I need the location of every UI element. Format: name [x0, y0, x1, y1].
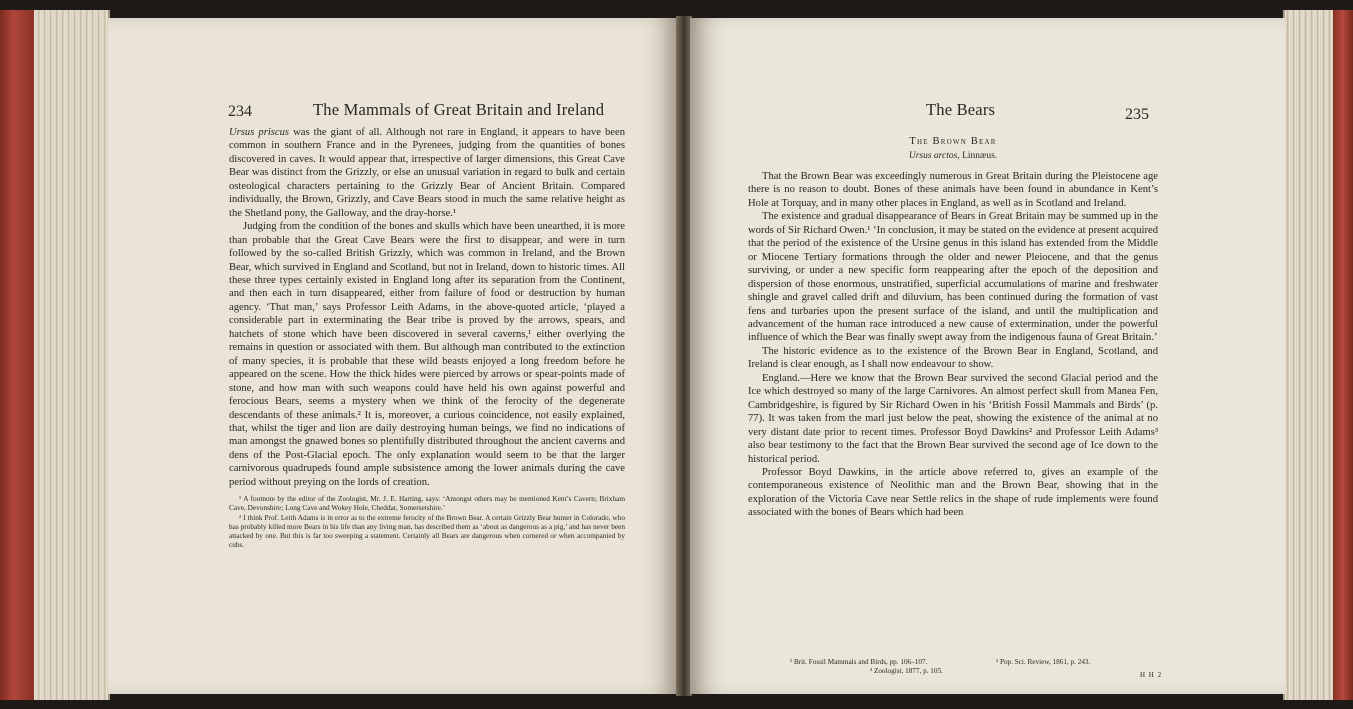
right-paragraph-3: The historic evidence as to the existence of the Brown Bear in England, Scotland, and Ireland is clear enough, as I shall now endeavour to show.	[748, 345, 1158, 371]
left-paragraph-1: Ursus priscus was the giant of all. Although not rare in England, it appears to have been common in southern France and in the Pyrenees, judging from the quantities of bones discovered in caves. It would appear that, irrespective of larger dimensions, this Great Cave Bear was distinct from the Grizzly, or else an unusual variation in regard to bulk and certain osteological characters pertaining to the Grizzly Bear of Ancient Britain. Compared individually, the Brown, Grizzly, and Cave Bears stood in much the same relative height as the Shetland pony, the Galloway, and the dray-horse.¹	[229, 127, 625, 219]
right-paragraph-2: The existence and gradual disappearance of Bears in Great Britain may be summed up in the words of Sir Richard Owen.¹ ‘In conclusion, it may be stated on the evidence at present acquired that the period of the existence of the Ursine genus in this island has extended from the Middle or Miocene Tertiary formations through the older and newer Pleiocene, and that the genus surviving, or under a new specific form reappearing after the epoch of the deposition and dispersion of those enormous, unstratified, superficial accumulations of marine and freshwater shingle and gravel called drift and diluvium, has been continued during the formation of vast fens and turbaries upon the present surface of the island, and until the multiplication and advancement of the human race introduced a new cause of extermination, under the powerful influence of which the Bear was finally swept away from the indigenous fauna of Great Britain.’	[748, 211, 1158, 344]
left-footnote-1: ¹ A footnote by the editor of the Zoologist, Mr. J. E. Harting, says: ‘Amongst others may be mentioned Kent’s Cavern; Brixham Cave, Devonshire; Long Cave and Wokey Hole, Cheddar, Somersetshire.’	[229, 494, 625, 513]
right-paragraph-1: That the Brown Bear was exceedingly numerous in Great Britain during the Pleistocene age there is no reason to doubt. Bones of these animals have been found in abundance in Kent’s Hole at Torquay, and in many other places in England, as well as in Scotland and Ireland.	[748, 171, 1158, 209]
left-paragraph-2: Judging from the condition of the bones and skulls which have been unearthed, it is more than probable that the Great Cave Bears were the first to disappear, and were in turn followed by the so-called British Grizzly, which was common in Ireland, and the Brown Bear, which survived in England and Scotland, but not in Ireland, down to historic times. All these three types certainly existed in England long after its separation from the Continent, and then each in turn disappeared, either from failure of food or destruction by human agency. ‘That man,’ says Professor Leith Adams, in the above-quoted article, ‘played a considerable part in exterminating the Bear tribe is proved by the arrows, spears, and hatchets of stone which have been discovered in several caverns,¹ either overlying the remains in question or associated with them. But although man contributed to the extinction of many species, it is probable that these wild beasts enjoyed a long freedom before he appeared on the scene. How the thick hides were pierced by arrows or spear-points made of stone, and how man with such weapons could have held his own against powerful and ferocious Bears, seems a mystery when we think of the ferocity of the degenerate descendants of these animals.² It is, moreover, a curious coincidence, not easily explained, that, whilst the tiger and lion are daily destroying human beings, we find no indications of man amongst the gnawed bones so plentifully distributed throughout the ancient caverns and dens of the Post-Glacial epoch. The only explanation would seem to be that the larger carnivorous quadrupeds found ample subsistence among the lower animals during the cave period without preying on the lords of creation.	[229, 221, 625, 488]
left-page-edges	[0, 10, 110, 700]
right-footnote-1: ¹ Brit. Fossil Mammals and Birds, pp. 106–107.	[790, 658, 928, 666]
right-body	[748, 170, 1158, 520]
left-page-number: 234	[228, 103, 252, 120]
left-running-head: The Mammals of Great Britain and Ireland	[313, 100, 605, 119]
right-paragraph-4: England.—Here we know that the Brown Bear survived the second Glacial period and the Ice which destroyed so many of the large Carnivores. An almost perfect skull from Manea Fen, Cambridgeshire, is figured by Sir Richard Owen in his ‘British Fossil Mammals and Birds’ (p. 77). It was taken from the marl just below the peat, showing the existence of the animal at no very distant date prior to recent times. Professor Boyd Dawkins² and Professor Leith Adams³ also bear testimony to the fact that the Brown Bear survived the second age of Ice down to the historical period.	[748, 372, 1158, 465]
right-footnote-3: ³ Zoologist, 1877, p. 105.	[870, 667, 943, 675]
right-footnote-2: ² Pop. Sci. Review, 1861, p. 243.	[996, 658, 1091, 666]
right-running-head: The Bears	[926, 100, 996, 119]
left-footnotes	[229, 494, 625, 550]
right-paragraph-5: Professor Boyd Dawkins, in the article above referred to, gives an example of the contemporaneous existence of Neolithic man and the Brown Bear, showing that in the exploration of the Victoria Cave near Settle relics in the shape of rude implements were found associated with the bones of Bears which had been	[748, 466, 1158, 519]
right-page-number: 235	[1125, 106, 1149, 123]
signature-mark: H H 2	[1140, 671, 1163, 679]
species-name: Ursus priscus	[229, 127, 290, 138]
section-subtitle: Ursus arctos, Linnæus.	[908, 151, 998, 161]
right-page-edges	[1283, 10, 1353, 700]
section-title: The Brown Bear	[909, 136, 997, 147]
section-heading	[748, 136, 1158, 161]
left-footnote-2: ² I think Prof. Leith Adams is in error as to the extreme ferocity of the Brown Bear. A certain Grizzly Bear hunter in Colorado, who has probably killed more Bears in his life than any living man, has described them as ‘about as dangerous as a pig,’ and has never been attacked by one. But this is far too sweeping a statement. Certainly all Bears are dangerous when cornered or when accompanied by cubs.	[229, 512, 625, 550]
left-body	[229, 126, 625, 489]
